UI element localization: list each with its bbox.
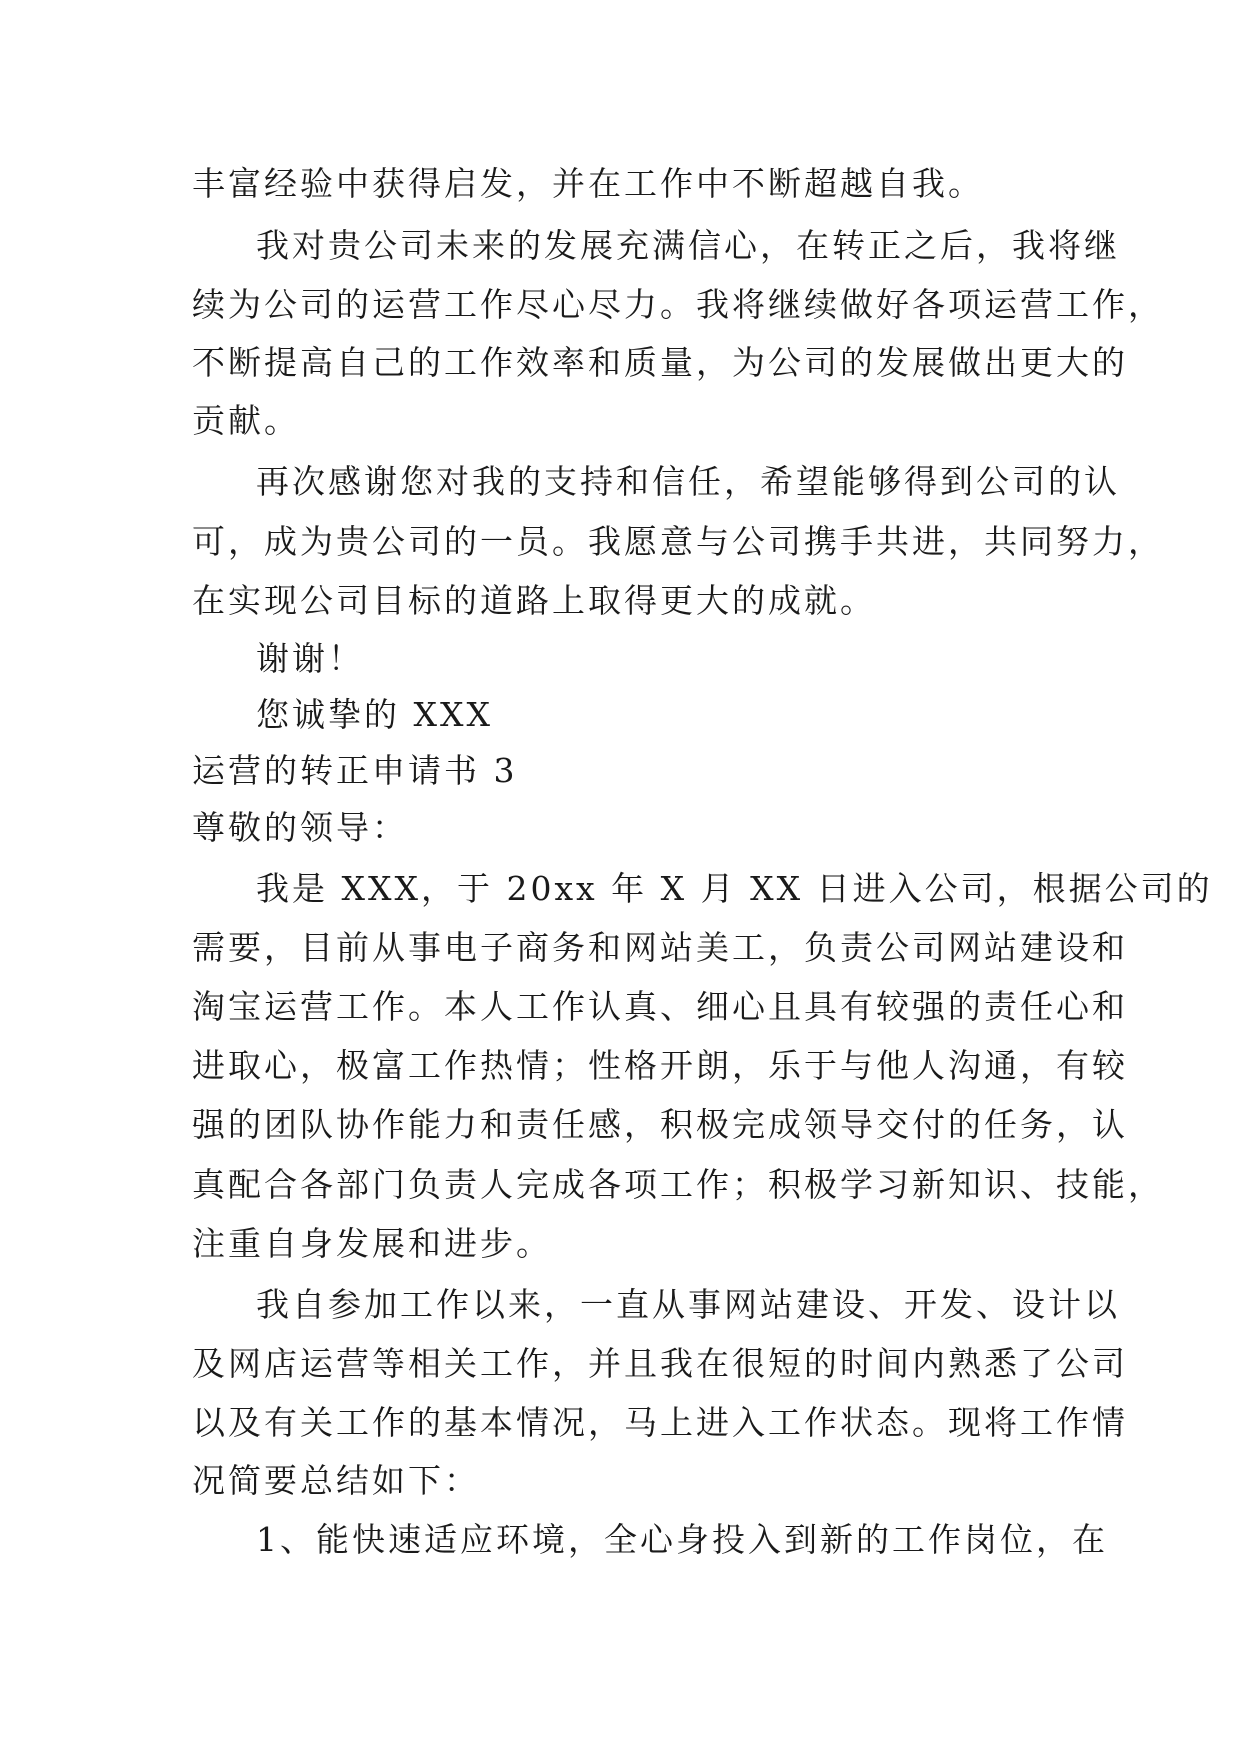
text-line: 及网店运营等相关工作，并且我在很短的时间内熟悉了公司 bbox=[192, 1344, 1128, 1383]
text-line: 我自参加工作以来，一直从事网站建设、开发、设计以 bbox=[256, 1285, 1120, 1324]
text-line: 贡献。 bbox=[192, 401, 300, 440]
text-line: 可，成为贵公司的一员。我愿意与公司携手共进，共同努力， bbox=[192, 522, 1164, 561]
text-line: 强的团队协作能力和责任感，积极完成领导交付的任务，认 bbox=[192, 1105, 1128, 1144]
text-line: 丰富经验中获得启发，并在工作中不断超越自我。 bbox=[192, 164, 984, 203]
section-title: 运营的转正申请书 3 bbox=[192, 751, 518, 790]
text-line: 况简要总结如下： bbox=[192, 1461, 480, 1500]
text-line: 真配合各部门负责人完成各项工作；积极学习新知识、技能， bbox=[192, 1165, 1164, 1204]
salutation: 尊敬的领导： bbox=[192, 808, 408, 847]
text-line: 我对贵公司未来的发展充满信心，在转正之后，我将继 bbox=[256, 226, 1120, 265]
text-line: 以及有关工作的基本情况，马上进入工作状态。现将工作情 bbox=[192, 1403, 1128, 1442]
text-line: 续为公司的运营工作尽心尽力。我将继续做好各项运营工作， bbox=[192, 285, 1164, 324]
list-item: 1、能快速适应环境，全心身投入到新的工作岗位，在 bbox=[256, 1520, 1108, 1559]
text-line: 再次感谢您对我的支持和信任，希望能够得到公司的认 bbox=[256, 462, 1120, 501]
closing-thanks: 谢谢！ bbox=[256, 639, 364, 678]
text-line: 我是 XXX，于 20xx 年 X 月 XX 日进入公司，根据公司的 bbox=[256, 869, 1213, 908]
text-line: 注重自身发展和进步。 bbox=[192, 1224, 552, 1263]
text-line: 进取心，极富工作热情；性格开朗，乐于与他人沟通，有较 bbox=[192, 1046, 1128, 1085]
text-line: 不断提高自己的工作效率和质量，为公司的发展做出更大的 bbox=[192, 343, 1128, 382]
text-line: 在实现公司目标的道路上取得更大的成就。 bbox=[192, 581, 876, 620]
signature: 您诚挚的 XXX bbox=[256, 695, 493, 734]
text-line: 需要，目前从事电子商务和网站美工，负责公司网站建设和 bbox=[192, 928, 1128, 967]
text-line: 淘宝运营工作。本人工作认真、细心且具有较强的责任心和 bbox=[192, 987, 1128, 1026]
